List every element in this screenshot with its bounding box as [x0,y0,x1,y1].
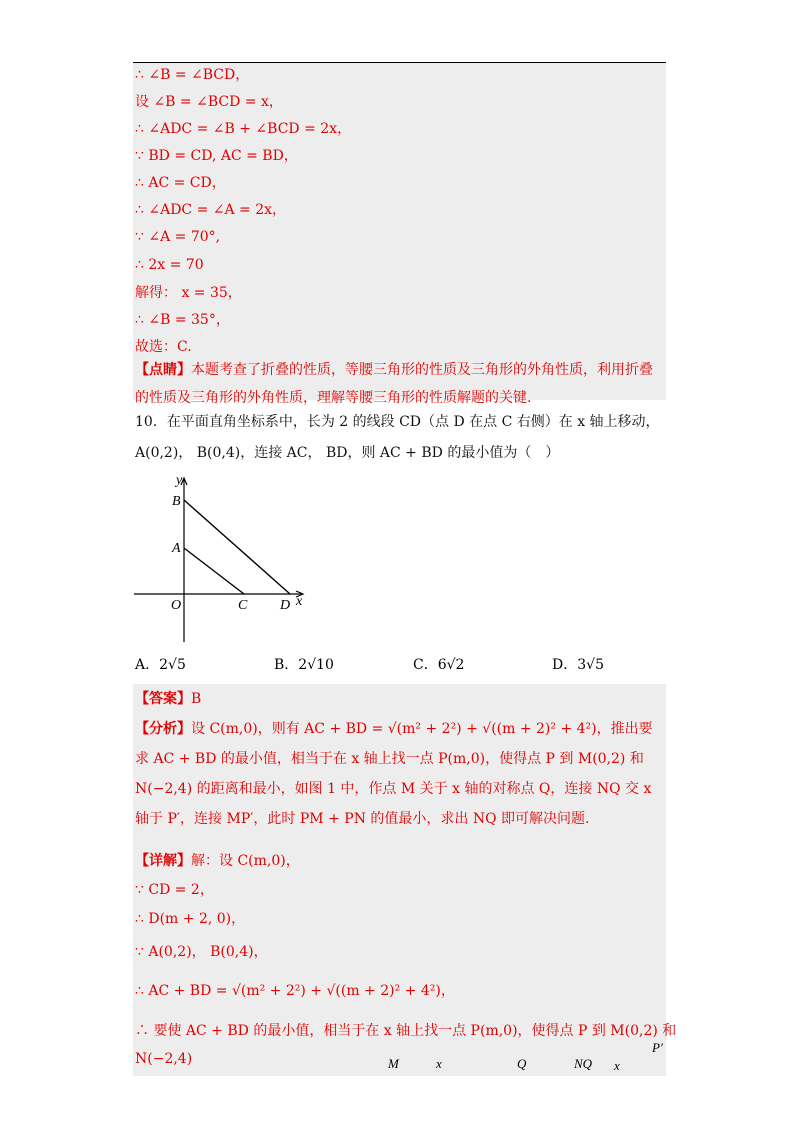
solution-line: ∵ ∠A = 70°, [135,229,221,245]
dianjing-note [135,356,665,412]
solution-line: ∴ 2x = 70 [135,257,204,273]
option-value: 2√10 [298,657,334,673]
answer-tag: 【答案】 [135,691,191,707]
dianjing-text: 本题考查了折叠的性质，等腰三角形的性质及三角形的外角性质，利用折叠的性质及三角形的外角性质，理解等腰三角形的性质解题的关键. [135,362,653,406]
solution-line: ∵ BD = CD, AC = BD， [135,148,298,164]
option-c [413,656,464,674]
solution-line: 故选：C. [135,339,192,355]
detail-line: N(−2,4) [135,1051,193,1067]
option-key: B． [274,657,299,673]
question-line-1: 10．在平面直角坐标系中，长为 2 的线段 CD（点 D 在点 C 右侧）在 x 轴上移动， [135,414,660,430]
detail-line [135,852,300,870]
fragment-nq: NQ [574,1056,593,1071]
answer-line [135,690,201,708]
option-value: 2√5 [159,657,186,673]
option-a [135,656,186,674]
label-c: C [238,598,248,613]
fragment-x2: x [614,1058,620,1073]
option-value: 3√5 [577,657,604,673]
fragment-x: x [436,1056,442,1071]
fragment-m: M [388,1056,399,1071]
solution-line: ∴ AC = CD， [135,175,226,191]
detail-text: 解：设 C(m,0)， [191,853,300,869]
label-y: y [176,473,183,488]
analysis-tag: 【分析】 [135,721,191,737]
detail-line: ∴ 要使 AC + BD 的最小值，相当于在 x 轴上找一点 P(m,0)，使得点 P 到 M(0,2) 和 [135,1023,677,1039]
solution-line: ∴ ∠B = 35°， [135,312,230,328]
analysis-paragraph [135,714,665,834]
fragment-q: Q [517,1056,527,1071]
solution-line: ∴ ∠B = ∠BCD， [135,67,250,83]
fragment-p-prime: P′ [652,1040,663,1055]
option-b [274,656,334,674]
detail-line: ∴ D(m + 2, 0)， [135,911,246,927]
option-key: A． [135,657,160,673]
solution-line: ∴ ∠ADC = ∠A = 2x， [135,202,287,218]
option-d [552,656,604,674]
detail-tag: 【详解】 [135,853,191,869]
label-x: x [296,594,303,609]
dianjing-tag: 【点睛】 [135,362,191,378]
coordinate-figure [130,470,320,645]
detail-line: ∵ CD = 2， [135,882,214,898]
label-d: D [280,598,291,613]
option-key: C． [413,657,438,673]
detail-line: ∵ A(0,2)， B(0,4)， [135,944,268,960]
solution-line: 设 ∠B = ∠BCD = x， [135,94,283,110]
label-b: B [172,494,181,509]
option-key: D． [552,657,578,673]
segment-bd [184,500,290,594]
segment-ac [184,548,244,594]
option-value: 6√2 [437,657,465,673]
label-a: A [172,541,181,556]
analysis-text: 设 C(m,0)，则有 AC + BD = √(m² + 2²) + √((m + 2)² + 4²)，推出要求 AC + BD 的最小值，相当于在 x 轴上找一点 P(m,0)，使得点 P 到 M(0,2) 和 N(−2,4) 的距离和最小，如图 1 中，作点 M 关于 x 轴的对称点 Q，连接 NQ 交 x 轴于 P′，连接 MP′，此时 PM + PN 的值最小，求出 NQ 即可解决问题. [135,721,653,827]
label-o: O [171,598,182,613]
answer-value: B [191,691,202,707]
solution-line: 解得： x = 35， [135,285,242,301]
question-line-2: A(0,2)， B(0,4)，连接 AC， BD，则 AC + BD 的最小值为（ ） [135,445,560,461]
solution-line: ∴ ∠ADC = ∠B + ∠BCD = 2x， [135,121,352,137]
detail-line: ∴ AC + BD = √(m² + 2²) + √((m + 2)² + 4²)， [135,983,455,999]
